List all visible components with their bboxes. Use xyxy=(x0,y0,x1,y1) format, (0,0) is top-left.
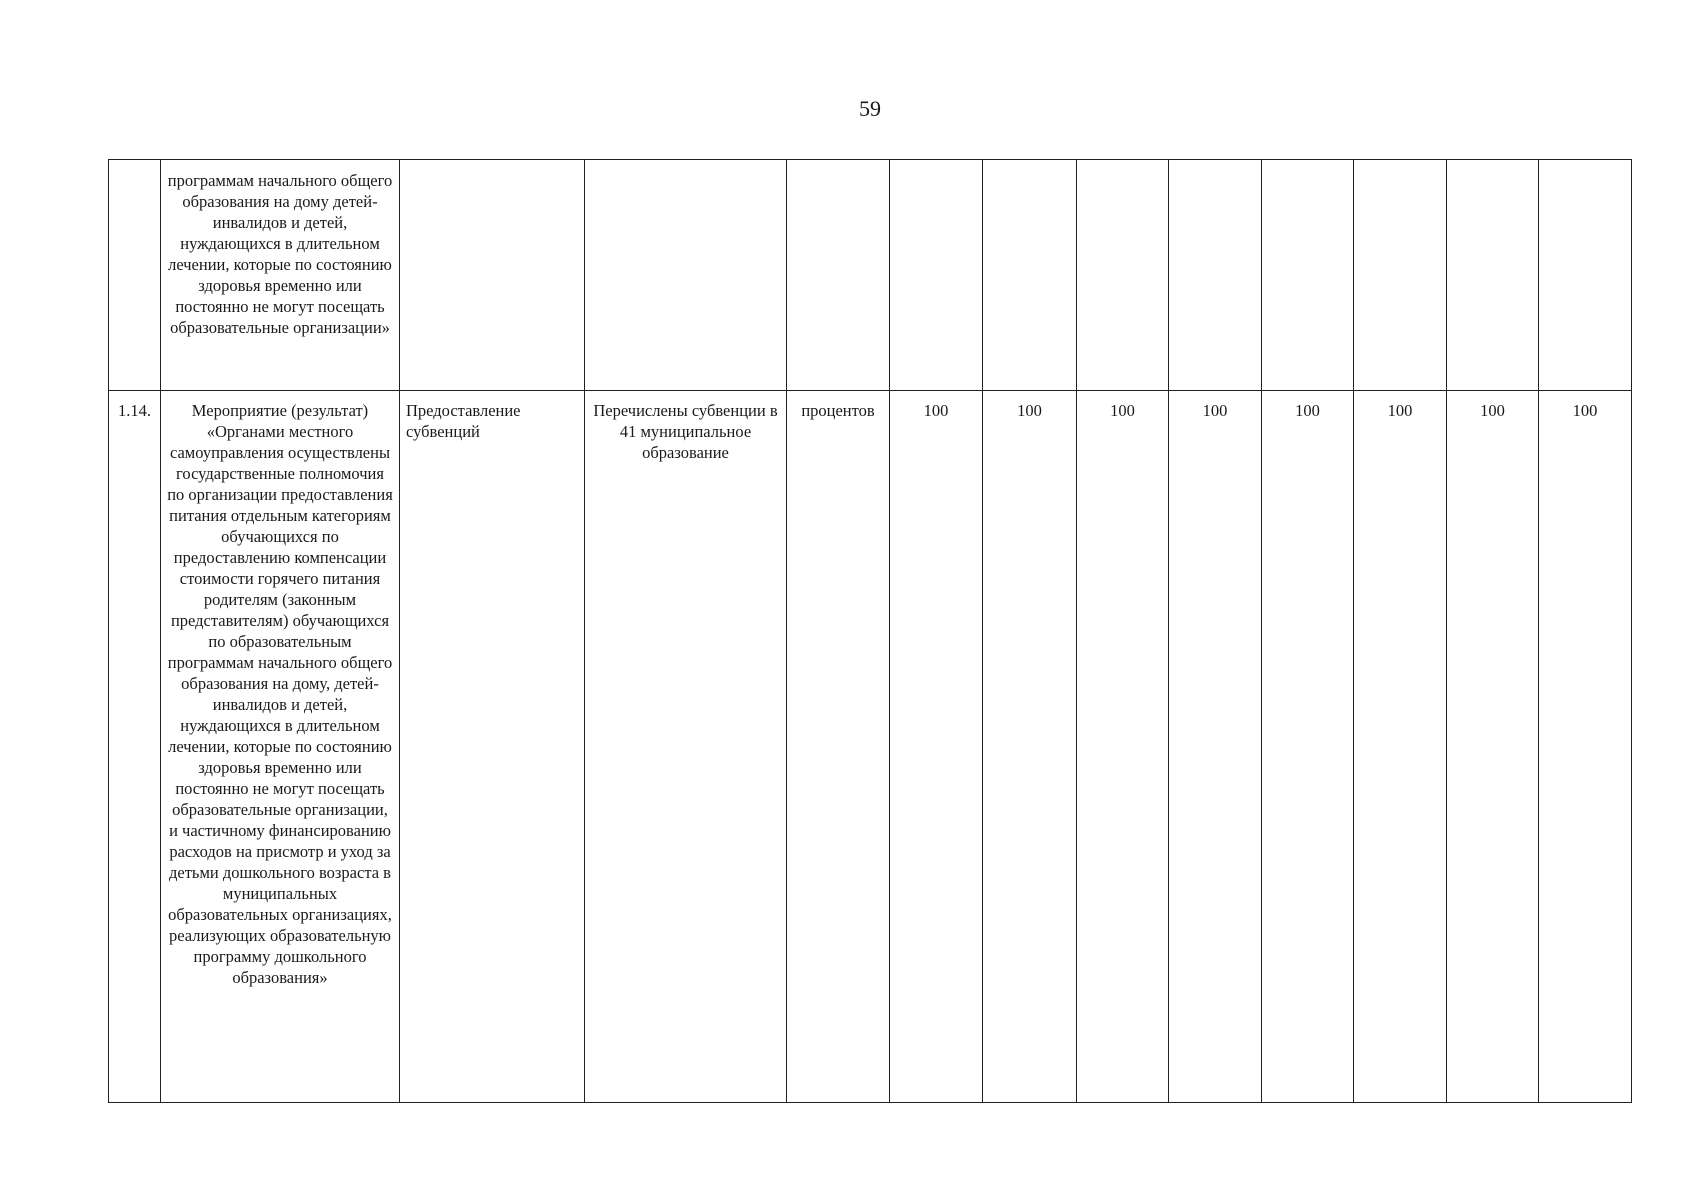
value-cell xyxy=(983,160,1077,391)
value-cell: 100 xyxy=(1354,391,1447,1103)
description-cell: программам начального общего образования на дому детей-инвалидов и детей, нуждающихся в длительном лечении, которые по состоянию здоровья временно или постоянно не могут посещать образовательные организации» xyxy=(161,160,400,391)
value-cell xyxy=(1169,160,1262,391)
type-cell: Предоставление субвенций xyxy=(400,391,585,1103)
unit-cell: процентов xyxy=(787,391,890,1103)
row-number-cell: 1.14. xyxy=(109,391,161,1103)
page-number: 59 xyxy=(859,96,881,121)
type-cell xyxy=(400,160,585,391)
document-table xyxy=(108,159,1632,1103)
value-cell xyxy=(1262,160,1354,391)
value-cell: 100 xyxy=(1539,391,1632,1103)
value-cell xyxy=(1539,160,1632,391)
value-cell: 100 xyxy=(1262,391,1354,1103)
value-cell xyxy=(1354,160,1447,391)
value-cell: 100 xyxy=(1169,391,1262,1103)
unit-cell xyxy=(787,160,890,391)
value-cell: 100 xyxy=(983,391,1077,1103)
characteristic-cell xyxy=(585,160,787,391)
table-row xyxy=(109,391,1632,1103)
description-cell: Мероприятие (результат) «Органами местного самоуправления осуществлены государственные полномочия по организации предоставления питания отдельным категориям обучающихся по предоставлению компенсации стоимости горячего питания родителям (законным представителям) обучающихся по образовательным программам начального общего образования на дому, детей-инвалидов и детей, нуждающихся в длительном лечении, которые по состоянию здоровья временно или постоянно не могут посещать образовательные организации, и частичному финансированию расходов на присмотр и уход за детьми дошкольного возраста в муниципальных образовательных организациях, реализующих образовательную программу дошкольного образования» xyxy=(161,391,400,1103)
value-cell: 100 xyxy=(1447,391,1539,1103)
table-row xyxy=(109,160,1632,391)
row-number-cell xyxy=(109,160,161,391)
value-cell xyxy=(890,160,983,391)
value-cell: 100 xyxy=(890,391,983,1103)
value-cell: 100 xyxy=(1077,391,1169,1103)
value-cell xyxy=(1447,160,1539,391)
characteristic-cell: Перечислены субвенции в 41 муниципальное образование xyxy=(585,391,787,1103)
value-cell xyxy=(1077,160,1169,391)
